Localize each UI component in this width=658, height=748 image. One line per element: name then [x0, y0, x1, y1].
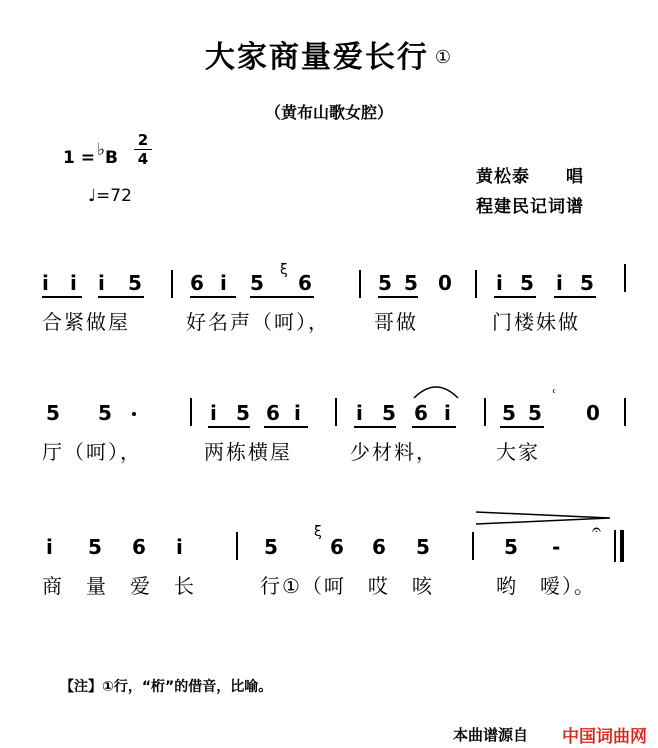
note: i: [294, 401, 301, 425]
note: 5: [580, 271, 594, 295]
key-label: 1 =: [63, 148, 95, 168]
note: i: [356, 401, 363, 425]
note: 6: [266, 401, 280, 425]
source-label: 本曲谱源自: [453, 726, 529, 744]
note: 5: [250, 271, 264, 295]
note: i: [220, 271, 227, 295]
note: 5: [416, 535, 430, 559]
meter-numerator: 2: [137, 131, 149, 149]
underline: [250, 296, 314, 298]
underline: [264, 426, 308, 428]
final-barline-thin: [614, 530, 616, 562]
note: 0: [586, 401, 600, 425]
note: 6: [330, 535, 344, 559]
note: 6: [372, 535, 386, 559]
barline: [484, 398, 486, 426]
underline: [354, 426, 396, 428]
note: i: [444, 401, 451, 425]
barline: [624, 264, 626, 292]
note: 0: [438, 271, 452, 295]
underline: [500, 426, 544, 428]
song-title-text: 大家商量爱长行: [204, 40, 429, 75]
note: 5: [88, 535, 102, 559]
underline: [190, 296, 236, 298]
note: i: [70, 271, 77, 295]
underline: [98, 296, 144, 298]
lyric-segment: 两栋横屋: [204, 440, 292, 464]
key-note: B: [105, 148, 118, 168]
lyric-segment: 厅（呵），: [42, 440, 142, 464]
note: 6: [298, 271, 312, 295]
underline: [412, 426, 456, 428]
note: 5: [382, 401, 396, 425]
lyric-segment: 行①（呵 哎 咳: [260, 574, 434, 598]
singer-credit: 黄松泰 唱: [476, 167, 584, 187]
lyric-segment: 哟 嗳）。: [496, 574, 596, 598]
tempo-value: =72: [96, 186, 132, 206]
barline: [236, 532, 238, 560]
lyric-segment: 商 量 爱 长: [42, 574, 196, 598]
lyric-segment: 门楼妹做: [492, 310, 580, 334]
note: 6: [132, 535, 146, 559]
note: 5: [46, 401, 60, 425]
note: 5: [128, 271, 142, 295]
underline: [42, 296, 82, 298]
key-signature: [63, 140, 118, 168]
note: i: [556, 271, 563, 295]
barline: [475, 270, 477, 298]
song-subtitle: （黄布山歌女腔）: [264, 103, 393, 122]
note: i: [98, 271, 105, 295]
meter-denominator: 4: [137, 150, 149, 168]
grace-mark: ʿ: [552, 388, 557, 404]
barline: [359, 270, 361, 298]
note: 6: [190, 271, 204, 295]
barline: [624, 398, 626, 426]
note: i: [42, 271, 49, 295]
note: 5: [378, 271, 392, 295]
note: 5: [264, 535, 278, 559]
barline: [171, 270, 173, 298]
note: 5: [504, 535, 518, 559]
site-logo-text[interactable]: 中国词曲网: [562, 727, 647, 747]
note: i: [496, 271, 503, 295]
note: i: [46, 535, 53, 559]
lyric-segment: 少材料，: [350, 440, 438, 464]
tempo-marking: [88, 186, 132, 206]
barline: [190, 398, 192, 426]
grace-mark: ξ: [314, 524, 322, 540]
flat-sign: ♭: [97, 140, 106, 160]
note: 5: [528, 401, 542, 425]
footnote: 【注】①行，“桁”的借音，比喻。: [60, 679, 273, 695]
note: 6: [414, 401, 428, 425]
slur-mark: [412, 380, 460, 400]
barline: [472, 532, 474, 560]
underline: [494, 296, 536, 298]
note: i: [176, 535, 183, 559]
note: 5: [502, 401, 516, 425]
lyric-segment: 哥做: [374, 310, 418, 334]
final-barline-thick: [620, 530, 624, 562]
augmentation-dot: [132, 412, 136, 416]
note: i: [210, 401, 217, 425]
note: 5: [236, 401, 250, 425]
underline: [554, 296, 596, 298]
lyric-segment: 大家: [496, 440, 540, 464]
barline: [335, 398, 337, 426]
title-footnote-marker: ①: [434, 47, 454, 68]
underline: [208, 426, 250, 428]
time-signature: [134, 132, 152, 167]
fermata-icon: 𝄐: [592, 520, 601, 539]
grace-mark: ξ: [280, 262, 288, 278]
underline: [378, 296, 418, 298]
note: 5: [98, 401, 112, 425]
lyric-segment: 合紧做屋: [42, 310, 130, 334]
lyric-segment: 好名声（呵），: [186, 310, 330, 334]
song-title: [0, 32, 658, 76]
note: -: [552, 535, 561, 559]
quarter-note-icon: ♩: [88, 186, 97, 206]
note: 5: [404, 271, 418, 295]
note: 5: [520, 271, 534, 295]
transcriber-credit: 程建民记词谱: [476, 197, 584, 217]
